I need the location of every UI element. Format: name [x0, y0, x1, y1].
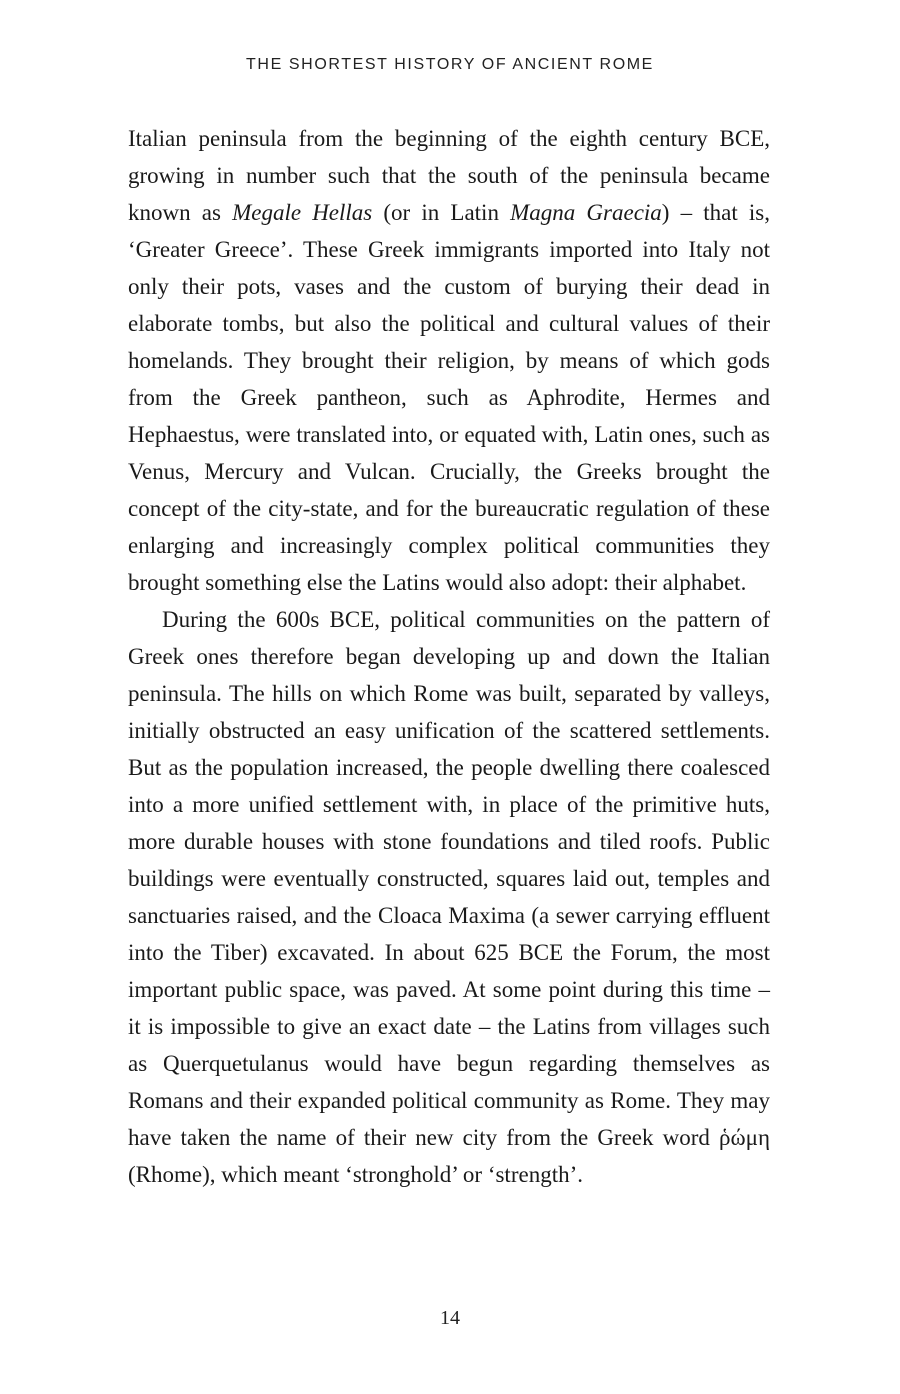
megale-hellas-term: Megale Hellas [232, 200, 373, 225]
magna-graecia-term: Magna Graecia [510, 200, 662, 225]
paragraph-1 [128, 120, 770, 601]
paragraph-1-text-c: ) – that is, ‘Greater Greece’. These Greek immigrants imported into Italy not only their pots, vases and the custom of burying their dead in elaborate tombs, but also the political and cultural values of their homelands. They brought their religion, by means of which gods from the Greek pantheon, such as Aphrodite, Hermes and Hephaestus, were translated into, or equated with, Latin ones, such as Venus, Mercury and Vulcan. Crucially, the Greeks brought the concept of the city-state, and for the bureaucratic regulation of these enlarging and increasingly complex political communities they brought something else the Latins would also adopt: their alphabet. [128, 200, 770, 595]
body-text [128, 120, 770, 1193]
running-head: THE SHORTEST HISTORY OF ANCIENT ROME [246, 56, 654, 73]
page-number: 14 [440, 1307, 460, 1329]
paragraph-2: During the 600s BCE, political communities on the pattern of Greek ones therefore began developing up and down the Italian peninsula. The hills on which Rome was built, separated by valleys, initially obstructed an easy unification of the scattered settlements. But as the population increased, the people dwelling there coalesced into a more unified settlement with, in place of the primitive huts, more durable houses with stone foundations and tiled roofs. Public buildings were eventually constructed, squares laid out, temples and sanctuaries raised, and the Cloaca Maxima (a sewer carrying effluent into the Tiber) excavated. In about 625 BCE the Forum, the most important public space, was paved. At some point during this time – it is impossible to give an exact date – the Latins from villages such as Querquetulanus would have begun regarding themselves as Romans and their expanded political community as Rome. They may have taken the name of their new city from the Greek word ῥώμη (Rhome), which meant ‘stronghold’ or ‘strength’. [128, 607, 770, 1187]
paragraph-1-text-b: (or in Latin [372, 200, 511, 225]
paragraph-1-text-a: Italian peninsula from the beginning of the eighth century BCE, growing in number such that the south of the peninsula became known as [128, 126, 770, 225]
